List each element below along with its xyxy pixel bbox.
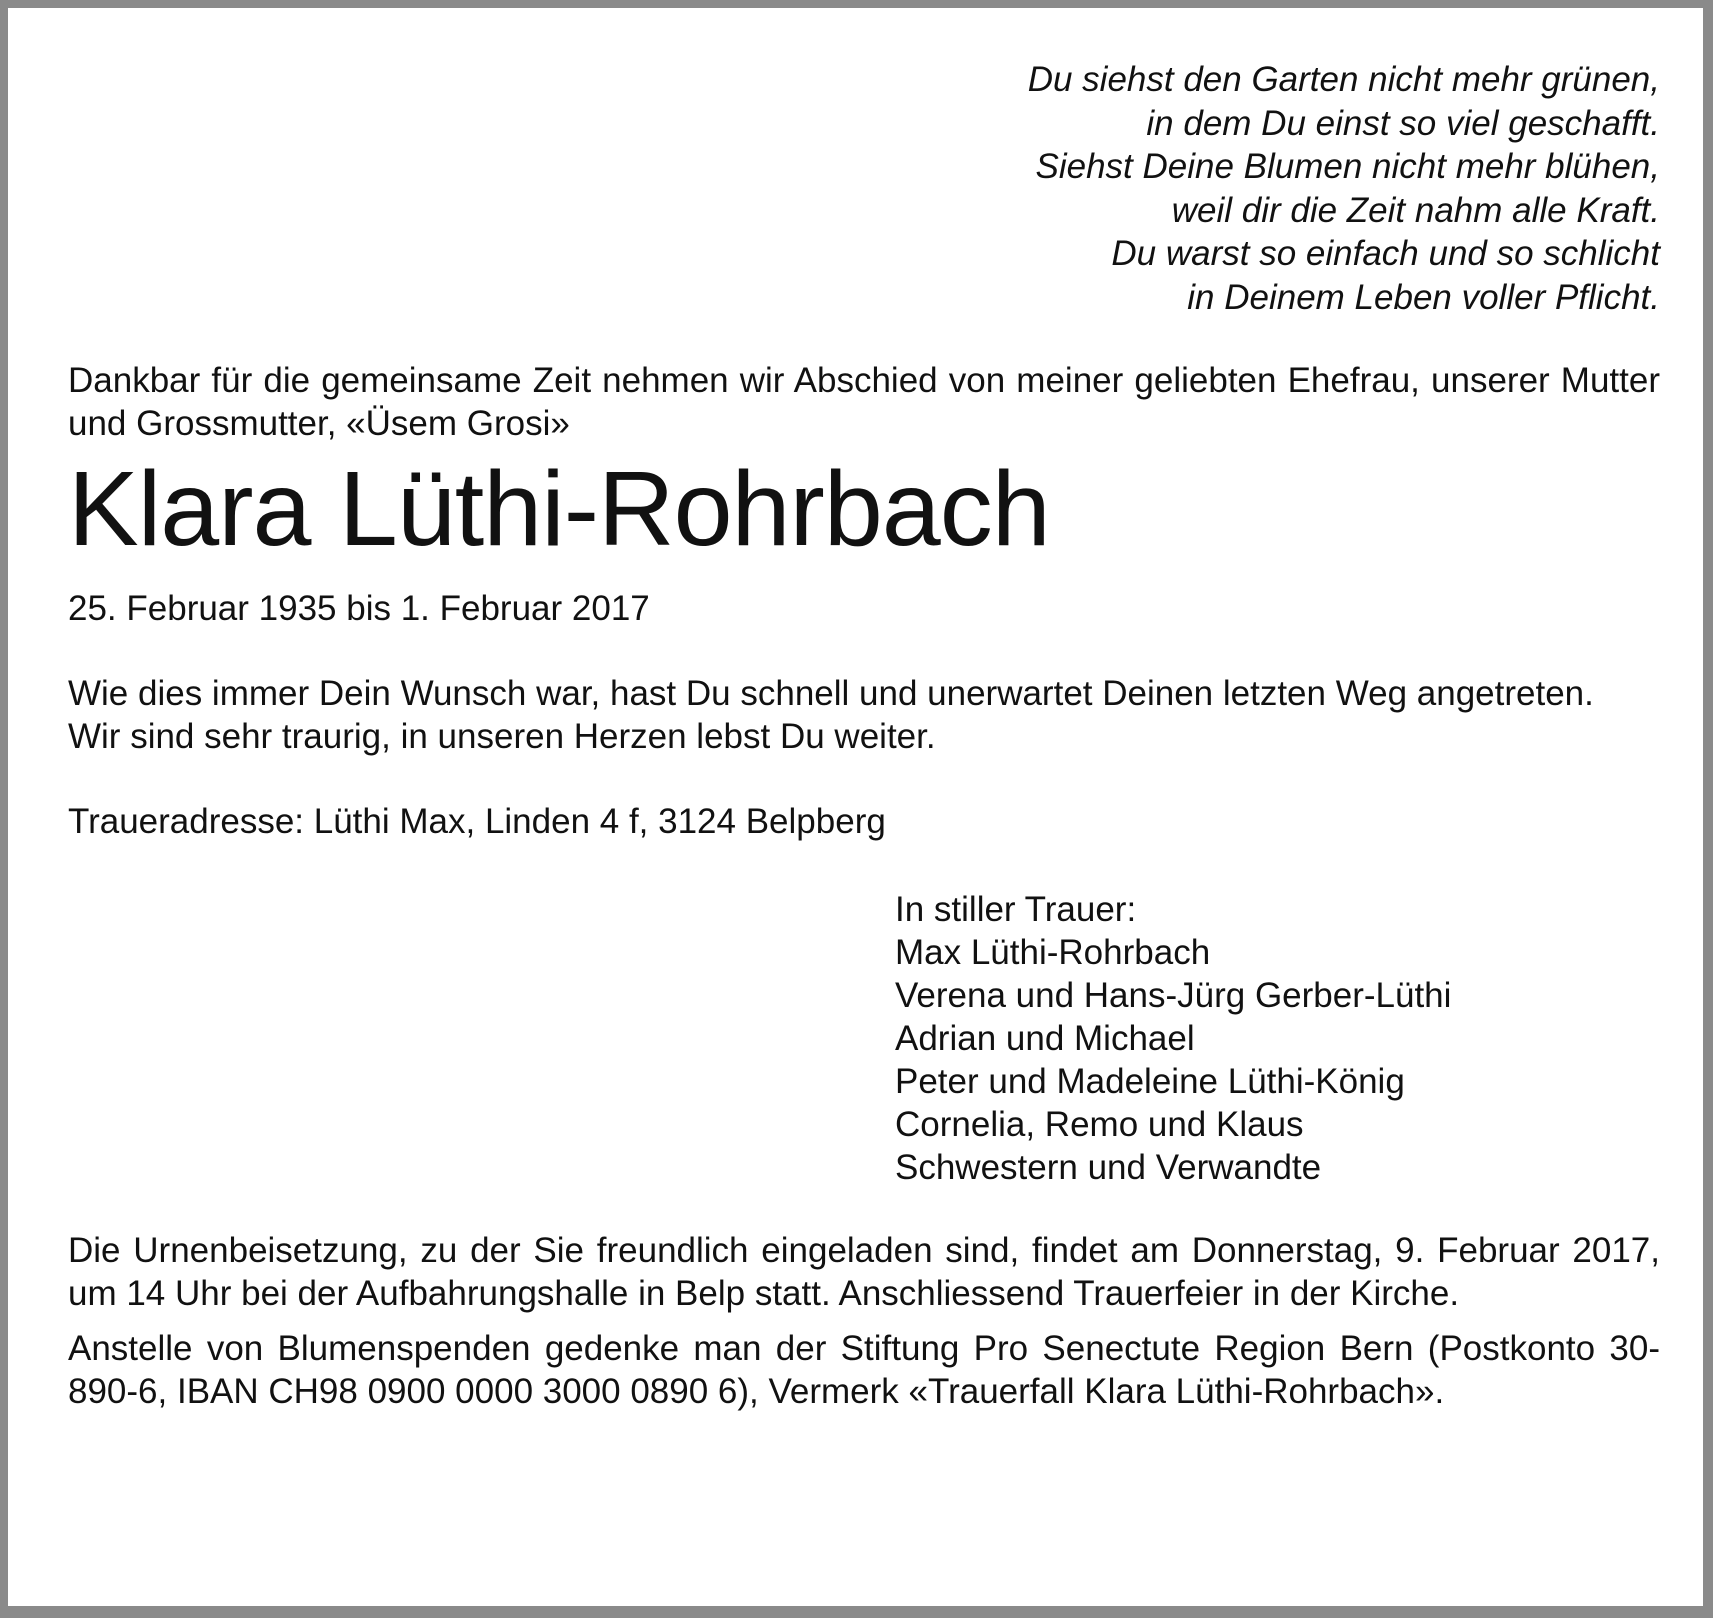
poem [68, 58, 1660, 319]
poem-line: Du siehst den Garten nicht mehr grünen, [1027, 60, 1660, 99]
mourning-address: Traueradresse: Lüthi Max, Linden 4 f, 3124 Belpberg [68, 802, 886, 841]
mourner-entry: Schwestern und Verwandte [895, 1148, 1322, 1187]
mourners-heading: In stiller Trauer: [895, 890, 1137, 929]
mourner-entry: Adrian und Michael [895, 1019, 1195, 1058]
mourners-list [895, 888, 1660, 1189]
wish-paragraph [68, 672, 1660, 758]
mourner-entry: Max Lüthi-Rohrbach [895, 933, 1211, 972]
mourner-entry: Verena und Hans-Jürg Gerber-Lüthi [895, 976, 1452, 1015]
obituary-content [68, 58, 1660, 1413]
poem-line: Du warst so einfach und so schlicht [1111, 234, 1660, 273]
deceased-name: Klara Lüthi-Rohrbach [68, 450, 1050, 568]
mourner-entry: Cornelia, Remo und Klaus [895, 1105, 1304, 1144]
wish-line: Wir sind sehr traurig, in unseren Herzen lebst Du weiter. [68, 717, 936, 756]
intro-text: Dankbar für die gemeinsame Zeit nehmen wir Abschied von meiner geliebten Ehefrau, unserer Mutter und Grossmutter, «Üsem Grosi» [68, 361, 1660, 443]
wish-line: Wie dies immer Dein Wunsch war, hast Du schnell und unerwartet Deinen letzten Weg angetreten. [68, 674, 1594, 713]
poem-line: in dem Du einst so viel geschafft. [1146, 103, 1660, 143]
poem-line: in Deinem Leben voller Pflicht. [1187, 277, 1660, 317]
burial-notice: Die Urnenbeisetzung, zu der Sie freundlich eingeladen sind, findet am Donnerstag, 9. Februar 2017, um 14 Uhr bei der Aufbahrungshalle in Belp statt. Anschliessend Trauerfeier in der Kirche. [68, 1231, 1660, 1313]
poem-line: weil dir die Zeit nahm alle Kraft. [1171, 190, 1660, 230]
mourner-entry: Peter und Madeleine Lüthi-König [895, 1062, 1405, 1101]
life-dates: 25. Februar 1935 bis 1. Februar 2017 [68, 589, 650, 628]
donation-notice: Anstelle von Blumenspenden gedenke man der Stiftung Pro Senectute Region Bern (Postkonto 30-890-6, IBAN CH98 0900 0000 3000 0890 6), Vermerk «Trauerfall Klara Lüthi-Rohrbach». [68, 1329, 1660, 1411]
poem-line: Siehst Deine Blumen nicht mehr blühen, [1035, 147, 1660, 186]
